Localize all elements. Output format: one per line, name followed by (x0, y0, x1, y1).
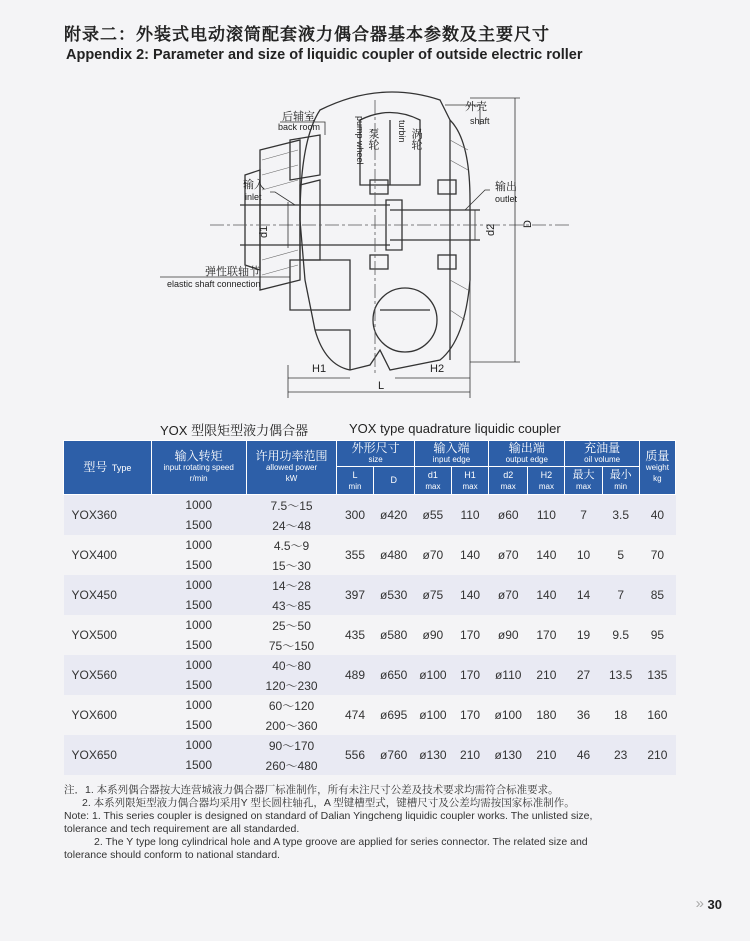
col-D: D (373, 467, 414, 495)
oil-min-cell: 9.5 (602, 615, 639, 655)
H1-cell: 140 (451, 575, 488, 615)
power-cell: 14～28 (246, 575, 337, 595)
speed-cell: 1000 (151, 655, 246, 675)
d2-cell: ø100 (489, 695, 528, 735)
notes (64, 784, 684, 862)
speed-cell: 1000 (151, 695, 246, 715)
inlet-label-cn: 输入 (243, 179, 265, 191)
power-cell: 60～120 (246, 695, 337, 715)
D-cell: ø580 (373, 615, 414, 655)
pump-label-en: pump wheel (355, 116, 365, 165)
D-cell: ø530 (373, 575, 414, 615)
H2-cell: 140 (528, 535, 565, 575)
d1-cell: ø90 (414, 615, 451, 655)
L-cell: 474 (337, 695, 373, 735)
model-cell: YOX450 (64, 575, 152, 615)
table-row (64, 735, 676, 755)
L-cell: 397 (337, 575, 373, 615)
turbine-label-en: turbin (397, 120, 407, 143)
L-cell: 556 (337, 735, 373, 775)
power-cell: 43～85 (246, 595, 337, 615)
D-label: D (522, 220, 534, 228)
turbine-label-cn: 涡轮 (410, 128, 422, 150)
d2-cell: ø60 (489, 495, 528, 536)
col-d1: d1 max (414, 467, 451, 495)
col-H2: H2 max (528, 467, 565, 495)
H2-cell: 210 (528, 735, 565, 775)
oil-min-cell: 5 (602, 535, 639, 575)
power-cell: 90～170 (246, 735, 337, 755)
d1-cell: ø100 (414, 695, 451, 735)
outlet-label-cn: 输出 (495, 181, 517, 193)
col-speed: 输入转矩 input rotating speed r/min (151, 441, 246, 495)
weight-cell: 85 (639, 575, 675, 615)
elastic-label-cn: 弹性联轴节 (205, 266, 260, 278)
oil-min-cell: 3.5 (602, 495, 639, 536)
oil-max-cell: 10 (565, 535, 602, 575)
H2-cell: 110 (528, 495, 565, 536)
oil-max-cell: 14 (565, 575, 602, 615)
page-arrow-icon: » (695, 895, 704, 912)
col-oil-min: 最小 min (602, 467, 639, 495)
speed-cell: 1500 (151, 595, 246, 615)
speed-cell: 1500 (151, 515, 246, 535)
table-row (64, 655, 676, 675)
oil-max-cell: 27 (565, 655, 602, 695)
col-power: 许用功率范围 allowed power kW (246, 441, 337, 495)
shell-label-cn: 外壳 (465, 101, 487, 113)
col-output: 输出端 output edge (489, 441, 565, 467)
spec-table (63, 440, 676, 775)
model-cell: YOX560 (64, 655, 152, 695)
model-cell: YOX500 (64, 615, 152, 655)
speed-cell: 1000 (151, 535, 246, 555)
weight-cell: 135 (639, 655, 675, 695)
speed-cell: 1500 (151, 715, 246, 735)
H2-cell: 180 (528, 695, 565, 735)
note-cn-2: 2. 本系列限矩型液力偶合器均采用Y 型长圆柱轴孔，A 型键槽型式，键槽尺寸及公差均需按国家标准制作。 (82, 797, 575, 809)
coupler-diagram (150, 80, 610, 405)
page-title-en: Appendix 2: Parameter and size of liquidic coupler of outside electric roller (66, 47, 583, 63)
note-en-2b: tolerance should conform to national standard. (64, 849, 280, 861)
weight-cell: 70 (639, 535, 675, 575)
oil-max-cell: 46 (565, 735, 602, 775)
col-input: 输入端 input edge (414, 441, 488, 467)
D-cell: ø420 (373, 495, 414, 536)
L-cell: 435 (337, 615, 373, 655)
weight-cell: 95 (639, 615, 675, 655)
weight-cell: 40 (639, 495, 675, 536)
model-cell: YOX400 (64, 535, 152, 575)
note-en-2a: 2. The Y type long cylindrical hole and A type groove are applied for series connector. The related size and (94, 836, 588, 848)
D-cell: ø695 (373, 695, 414, 735)
outlet-label-en: outlet (495, 194, 518, 204)
D-cell: ø760 (373, 735, 414, 775)
H2-cell: 140 (528, 575, 565, 615)
col-size: 外形尺寸 size (337, 441, 414, 467)
model-cell: YOX360 (64, 495, 152, 536)
oil-min-cell: 23 (602, 735, 639, 775)
speed-cell: 1000 (151, 575, 246, 595)
power-cell: 25～50 (246, 615, 337, 635)
d2-cell: ø70 (489, 575, 528, 615)
d2-label: d2 (485, 223, 497, 236)
note-en-1a: Note: 1. This series coupler is designed on standard of Dalian Yingcheng liquidic coupler works. The unlisted size, (64, 810, 593, 822)
col-oil: 充油量 oil volume (565, 441, 639, 467)
d1-cell: ø100 (414, 655, 451, 695)
power-cell: 40～80 (246, 655, 337, 675)
power-cell: 24～48 (246, 515, 337, 535)
col-H1: H1 max (451, 467, 488, 495)
D-cell: ø650 (373, 655, 414, 695)
oil-max-cell: 7 (565, 495, 602, 536)
page-title-cn: 附录二：外装式电动滚筒配套液力偶合器基本参数及主要尺寸 (64, 25, 550, 44)
elastic-label-en: elastic shaft connection (167, 279, 261, 289)
H1-cell: 170 (451, 655, 488, 695)
oil-max-cell: 19 (565, 615, 602, 655)
oil-max-cell: 36 (565, 695, 602, 735)
back-room-label-en: back room (278, 122, 321, 132)
d2-cell: ø110 (489, 655, 528, 695)
power-cell: 120～230 (246, 675, 337, 695)
L-label: L (378, 380, 385, 392)
col-L: L min (337, 467, 373, 495)
H1-cell: 110 (451, 495, 488, 536)
note-cn-1: 注．1. 本系列偶合器按大连营城液力偶合器厂标准制作，所有未注尺寸公差及技术要求均需符合标准要求。 (64, 784, 559, 796)
power-cell: 75～150 (246, 635, 337, 655)
H1-cell: 170 (451, 615, 488, 655)
H1-label: H1 (312, 363, 327, 375)
shell-label-en: shaft (470, 116, 490, 126)
inlet-label-en: inlet (245, 192, 262, 202)
back-room-label-cn: 后辅室 (282, 111, 315, 123)
note-en-1b: tolerance and tech requirement are all standarded. (64, 823, 300, 835)
power-cell: 200～360 (246, 715, 337, 735)
pump-label-cn: 泵轮 (367, 128, 379, 150)
table-row (64, 615, 676, 635)
speed-cell: 1500 (151, 675, 246, 695)
d1-cell: ø70 (414, 535, 451, 575)
power-cell: 4.5～9 (246, 535, 337, 555)
spec-table-body (64, 495, 676, 776)
d2-cell: ø90 (489, 615, 528, 655)
model-cell: YOX600 (64, 695, 152, 735)
power-cell: 7.5～15 (246, 495, 337, 516)
d1-cell: ø130 (414, 735, 451, 775)
L-cell: 355 (337, 535, 373, 575)
oil-min-cell: 18 (602, 695, 639, 735)
col-model: 型号 Type (64, 441, 152, 495)
speed-cell: 1000 (151, 615, 246, 635)
table-row (64, 695, 676, 715)
power-cell: 260～480 (246, 755, 337, 775)
model-cell: YOX650 (64, 735, 152, 775)
d2-cell: ø130 (489, 735, 528, 775)
col-weight: 质量 weight kg (639, 441, 675, 495)
d2-cell: ø70 (489, 535, 528, 575)
col-oil-max: 最大 max (565, 467, 602, 495)
table-caption-en: YOX type quadrature liquidic coupler (349, 421, 561, 436)
L-cell: 489 (337, 655, 373, 695)
weight-cell: 210 (639, 735, 675, 775)
table-row (64, 495, 676, 516)
table-caption-cn: YOX 型限矩型液力偶合器 (160, 423, 309, 438)
oil-min-cell: 7 (602, 575, 639, 615)
H2-label: H2 (430, 363, 445, 375)
d1-cell: ø75 (414, 575, 451, 615)
speed-cell: 1500 (151, 755, 246, 775)
d1-cell: ø55 (414, 495, 451, 536)
oil-min-cell: 13.5 (602, 655, 639, 695)
D-cell: ø480 (373, 535, 414, 575)
H1-cell: 210 (451, 735, 488, 775)
speed-cell: 1000 (151, 495, 246, 516)
table-row (64, 535, 676, 555)
H2-cell: 170 (528, 615, 565, 655)
speed-cell: 1500 (151, 555, 246, 575)
H2-cell: 210 (528, 655, 565, 695)
col-d2: d2 max (489, 467, 528, 495)
speed-cell: 1500 (151, 635, 246, 655)
speed-cell: 1000 (151, 735, 246, 755)
page-number: 30 (707, 897, 722, 912)
H1-cell: 170 (451, 695, 488, 735)
L-cell: 300 (337, 495, 373, 536)
power-cell: 15～30 (246, 555, 337, 575)
H1-cell: 140 (451, 535, 488, 575)
d1-label: d1 (258, 225, 270, 238)
weight-cell: 160 (639, 695, 675, 735)
table-row (64, 575, 676, 595)
